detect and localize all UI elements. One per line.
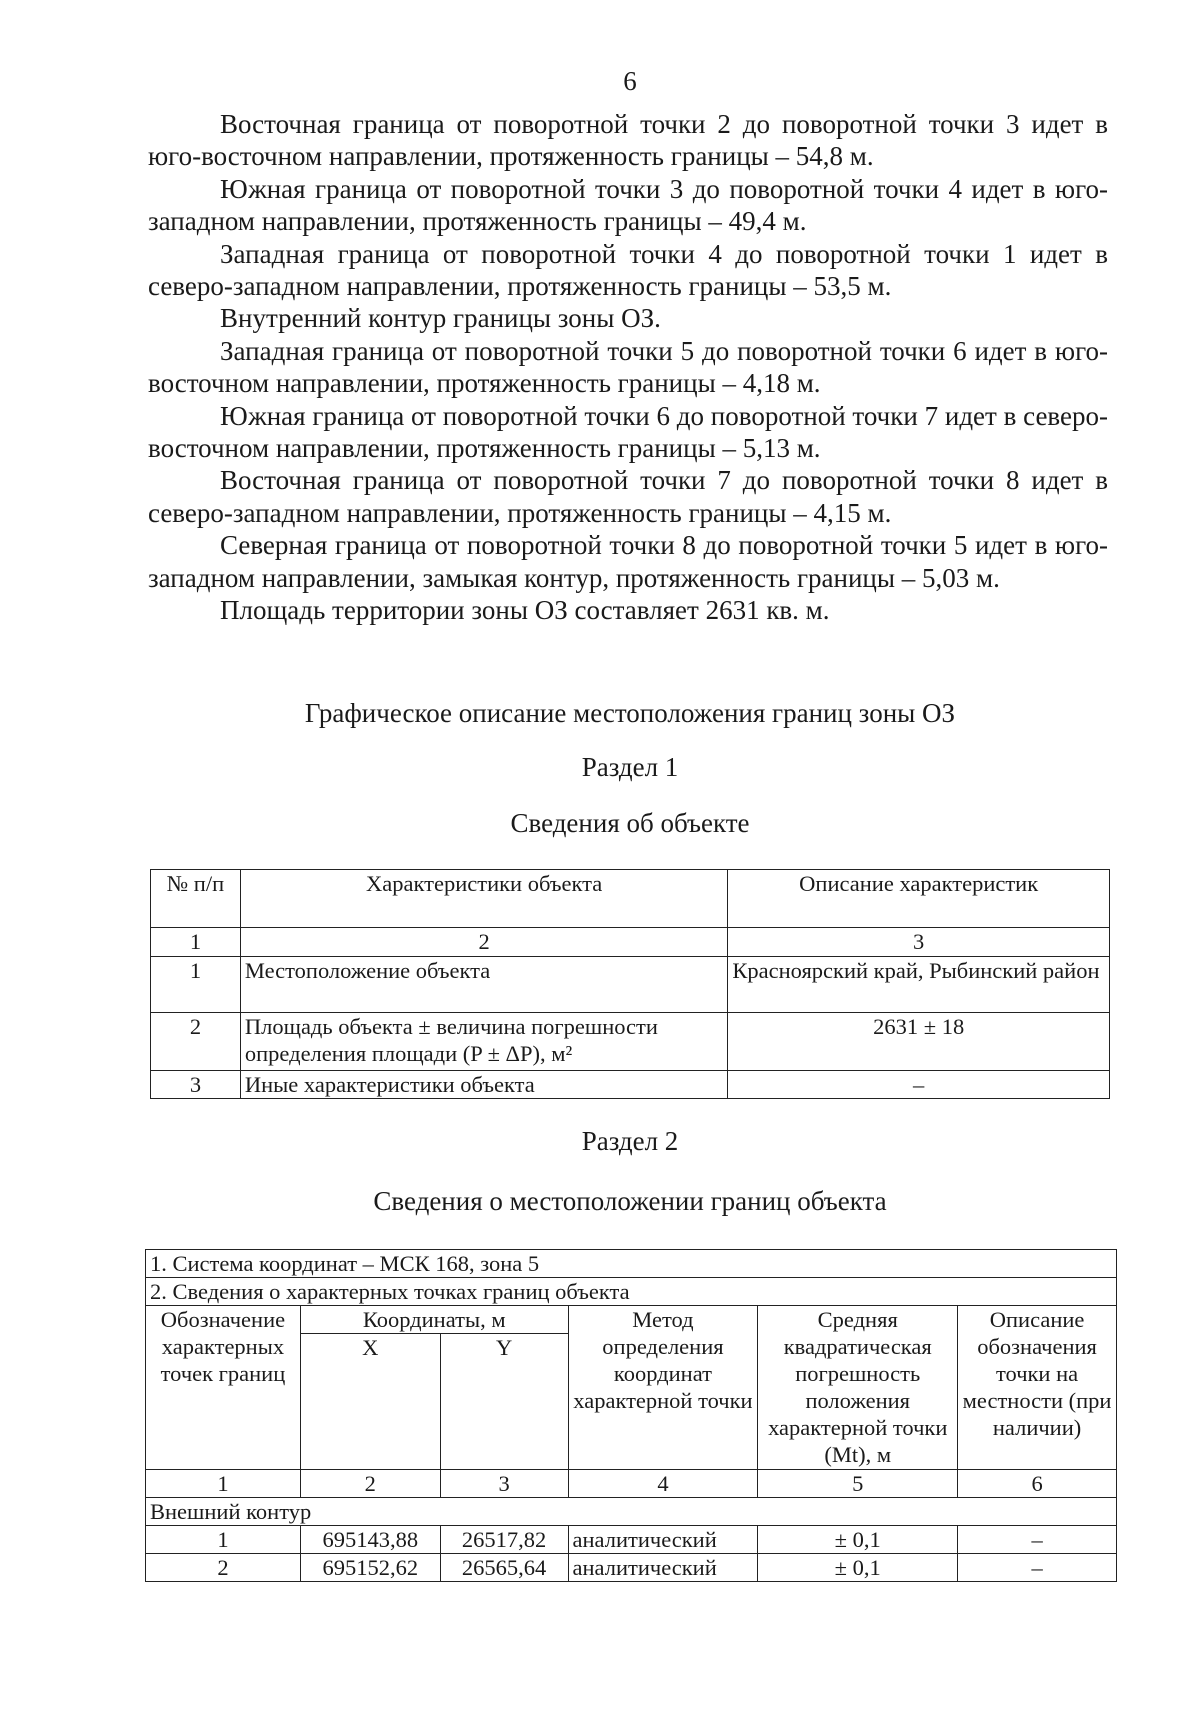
points-title-row — [146, 1278, 1117, 1306]
table-cell: 26517,82 — [440, 1526, 568, 1554]
coord-system-row — [146, 1250, 1117, 1278]
table-header-cell: X — [300, 1334, 440, 1470]
graphic-description-heading: Графическое описание местоположения границ зоны ОЗ — [304, 698, 956, 728]
paragraph: Северная граница от поворотной точки 8 до поворотной точки 5 идет в юго-западном направлении, замыкая контур, протяженность границы – 5,03 м. — [148, 530, 1108, 593]
table-cell: 2 — [300, 1470, 440, 1498]
table-cell: 695152,62 — [300, 1554, 440, 1582]
section2-title: Сведения о местоположении границ объекта — [373, 1186, 887, 1216]
points-title-cell: 2. Сведения о характерных точках границ объекта — [146, 1278, 1117, 1306]
table-cell: 3 — [151, 1071, 241, 1099]
table-cell: 6 — [958, 1470, 1117, 1498]
table-cell: – — [958, 1554, 1117, 1582]
paragraph: Восточная граница от поворотной точки 7 до поворотной точки 8 идет в северо-западном направлении, протяженность границы – 4,15 м. — [148, 465, 1108, 528]
section2-heading: Раздел 2 — [581, 1126, 679, 1156]
table-row — [151, 957, 1110, 1013]
body-text — [148, 108, 1108, 627]
table-cell: 5 — [758, 1470, 958, 1498]
table-cell: Площадь объекта ± величина погрешности определения площади (P ± ΔP), м² — [240, 1013, 727, 1071]
paragraph: Западная граница от поворотной точки 5 до поворотной точки 6 идет в юго-восточном направлении, протяженность границы – 4,18 м. — [148, 335, 1108, 399]
table-header-row — [146, 1306, 1117, 1334]
table-row — [146, 1554, 1117, 1582]
table-cell: аналитический — [568, 1526, 758, 1554]
table-index-row — [151, 928, 1110, 957]
table-cell: 1 — [151, 928, 241, 957]
table-cell: 2 — [151, 1013, 241, 1071]
section1-heading: Раздел 1 — [581, 752, 679, 782]
page-number: 6 — [623, 66, 637, 96]
paragraph: Западная граница от поворотной точки 4 до поворотной точки 1 идет в северо-западном направлении, протяженность границы – 53,5 м. — [148, 238, 1108, 302]
paragraph: Площадь территории зоны ОЗ составляет 2631 кв. м. — [220, 595, 830, 626]
table-cell: 2 — [240, 928, 727, 957]
table-cell: – — [958, 1526, 1117, 1554]
paragraph: Южная граница от поворотной точки 6 до поворотной точки 7 идет в северо-восточном направлении, протяженность границы – 5,13 м. — [148, 400, 1108, 464]
table-row — [151, 1013, 1110, 1071]
table-header-cell: Характеристики объекта — [240, 870, 727, 928]
table-cell: 26565,64 — [440, 1554, 568, 1582]
table-index-row — [146, 1470, 1117, 1498]
table-cell: 2631 ± 18 — [728, 1013, 1110, 1071]
table-cell: Местоположение объекта — [240, 957, 727, 1013]
coord-system-cell: 1. Система координат – МСК 168, зона 5 — [146, 1250, 1117, 1278]
table-cell: 1 — [146, 1470, 301, 1498]
table-header-cell: Описание характеристик — [728, 870, 1110, 928]
table-cell: Иные характеристики объекта — [240, 1071, 727, 1099]
table-cell: Красноярский край, Рыбинский район — [728, 957, 1110, 1013]
table-header-cell: Средняя квадратическая погрешность положения характерной точки (Mt), м — [758, 1306, 958, 1470]
table-cell: аналитический — [568, 1554, 758, 1582]
table-cell: – — [728, 1071, 1110, 1099]
table-cell: 1 — [146, 1526, 301, 1554]
table-header-cell: Y — [440, 1334, 568, 1470]
table-cell: 3 — [728, 928, 1110, 957]
contour-label-cell: Внешний контур — [146, 1498, 1117, 1526]
table-row — [151, 1071, 1110, 1099]
table-header-cell: № п/п — [151, 870, 241, 928]
paragraph: Восточная граница от поворотной точки 2 до поворотной точки 3 идет в юго-восточном направлении, протяженность границы – 54,8 м. — [148, 109, 1108, 172]
table-cell: ± 0,1 — [758, 1526, 958, 1554]
contour-label-row — [146, 1498, 1117, 1526]
table-header-cell: Координаты, м — [300, 1306, 568, 1334]
table-cell: 3 — [440, 1470, 568, 1498]
object-info-table — [150, 869, 1110, 1099]
table-row — [146, 1526, 1117, 1554]
boundary-points-table — [145, 1249, 1117, 1582]
table-header-row — [151, 870, 1110, 928]
table-cell: 4 — [568, 1470, 758, 1498]
table-header-cell: Метод определения координат характерной точки — [568, 1306, 758, 1470]
table-header-cell: Описание обозначения точки на местности (при наличии) — [958, 1306, 1117, 1470]
section1-title: Сведения об объекте — [510, 808, 750, 838]
paragraph: Внутренний контур границы зоны ОЗ. — [220, 303, 661, 334]
table-header-cell: Обозначение характерных точек границ — [146, 1306, 301, 1470]
table-cell: 695143,88 — [300, 1526, 440, 1554]
table-cell: 1 — [151, 957, 241, 1013]
table-cell: 2 — [146, 1554, 301, 1582]
paragraph: Южная граница от поворотной точки 3 до поворотной точки 4 идет в юго-западном направлении, протяженность границы – 49,4 м. — [148, 173, 1108, 237]
table-cell: ± 0,1 — [758, 1554, 958, 1582]
